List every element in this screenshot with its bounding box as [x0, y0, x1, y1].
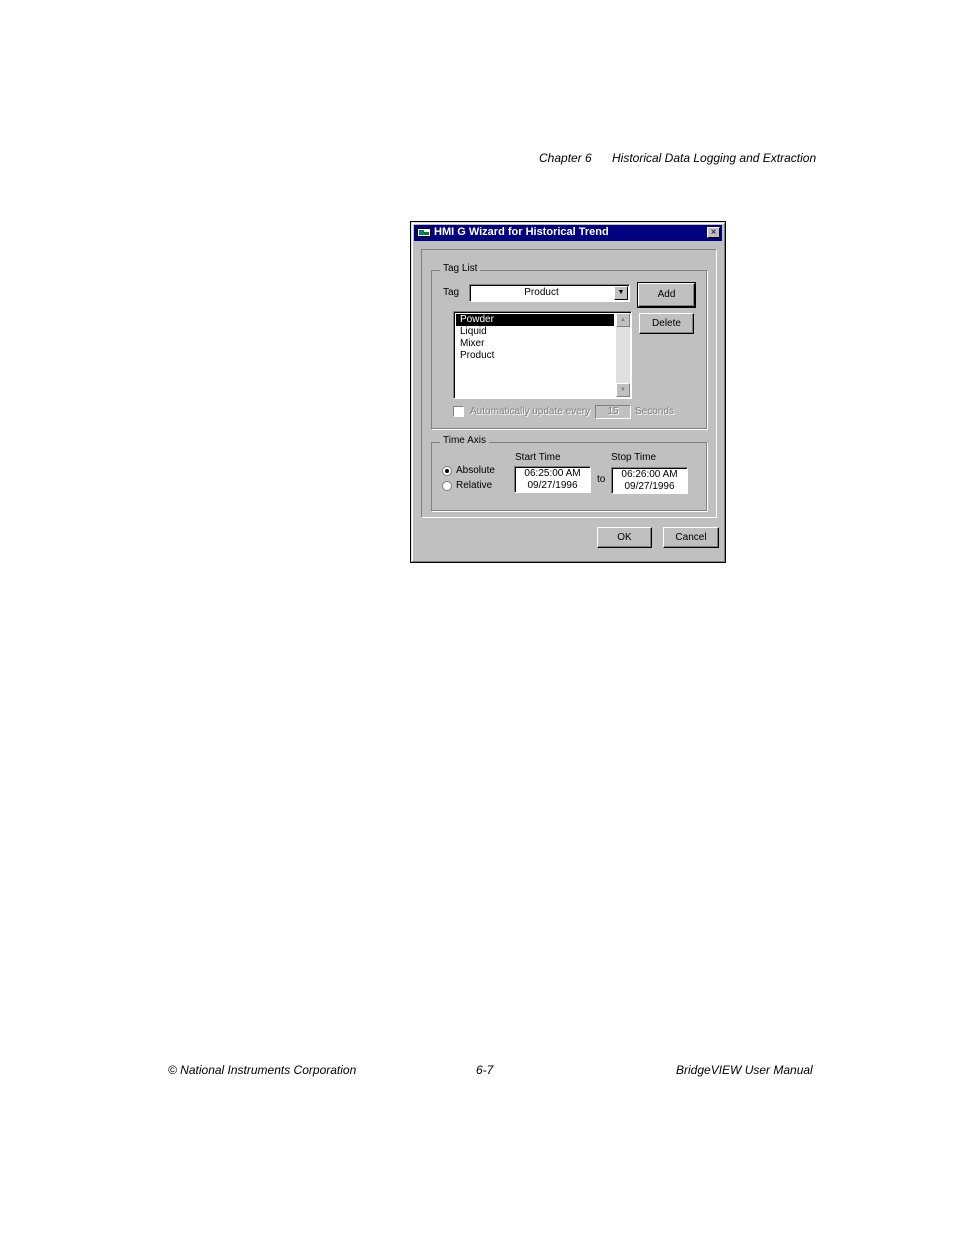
- seconds-label: Seconds: [635, 406, 674, 417]
- close-icon[interactable]: ×: [707, 227, 720, 238]
- absolute-label: Absolute: [456, 465, 495, 476]
- start-date-value: 09/27/1996: [527, 480, 578, 491]
- ok-button[interactable]: OK: [597, 527, 652, 548]
- auto-update-checkbox[interactable]: [453, 406, 464, 417]
- dialog-title: HMI G Wizard for Historical Trend: [434, 226, 609, 238]
- list-item[interactable]: Liquid: [460, 326, 487, 337]
- start-time-value: 06:25:00 AM: [524, 468, 581, 479]
- header-chapter: Chapter 6: [539, 151, 592, 165]
- start-time-label: Start Time: [515, 452, 561, 463]
- relative-label: Relative: [456, 480, 493, 491]
- delete-button[interactable]: Delete: [639, 313, 694, 334]
- listbox-scrollbar[interactable]: [616, 313, 630, 397]
- to-label: to: [597, 474, 606, 485]
- auto-update-label: Automatically update every: [470, 406, 591, 417]
- time-axis-legend: Time Axis: [440, 435, 489, 446]
- header-section-title: Historical Data Logging and Extraction: [612, 151, 817, 165]
- list-item[interactable]: Mixer: [460, 338, 485, 349]
- tag-label: Tag: [443, 287, 460, 298]
- dialog-titlebar[interactable]: [414, 225, 722, 241]
- stop-date-value: 09/27/1996: [624, 481, 675, 492]
- stop-time-field[interactable]: [611, 467, 688, 494]
- stop-time-value: 06:26:00 AM: [621, 469, 678, 480]
- start-time-field[interactable]: [514, 466, 591, 493]
- relative-radio[interactable]: [442, 481, 452, 491]
- tag-listbox[interactable]: [453, 311, 632, 399]
- footer-page-number: 6-7: [476, 1063, 494, 1077]
- footer-manual-title: BridgeVIEW User Manual: [676, 1063, 813, 1077]
- cancel-button[interactable]: Cancel: [663, 527, 719, 548]
- absolute-radio[interactable]: [442, 466, 452, 476]
- scroll-down-icon[interactable]: ▼: [616, 383, 630, 397]
- footer-copyright: © National Instruments Corporation: [168, 1063, 357, 1077]
- scroll-up-icon[interactable]: ▲: [616, 313, 630, 327]
- add-button[interactable]: Add: [638, 283, 695, 307]
- stop-time-label: Stop Time: [611, 452, 657, 463]
- tag-select-value: Product: [524, 287, 559, 298]
- app-icon: [417, 228, 431, 237]
- update-interval-field[interactable]: 15: [595, 405, 631, 419]
- list-item[interactable]: Product: [460, 350, 495, 361]
- list-item[interactable]: Powder: [456, 314, 614, 326]
- chevron-down-icon[interactable]: ▼: [614, 286, 628, 300]
- tag-select[interactable]: [469, 284, 630, 302]
- tag-list-legend: Tag List: [440, 263, 480, 274]
- wizard-dialog: [410, 221, 726, 563]
